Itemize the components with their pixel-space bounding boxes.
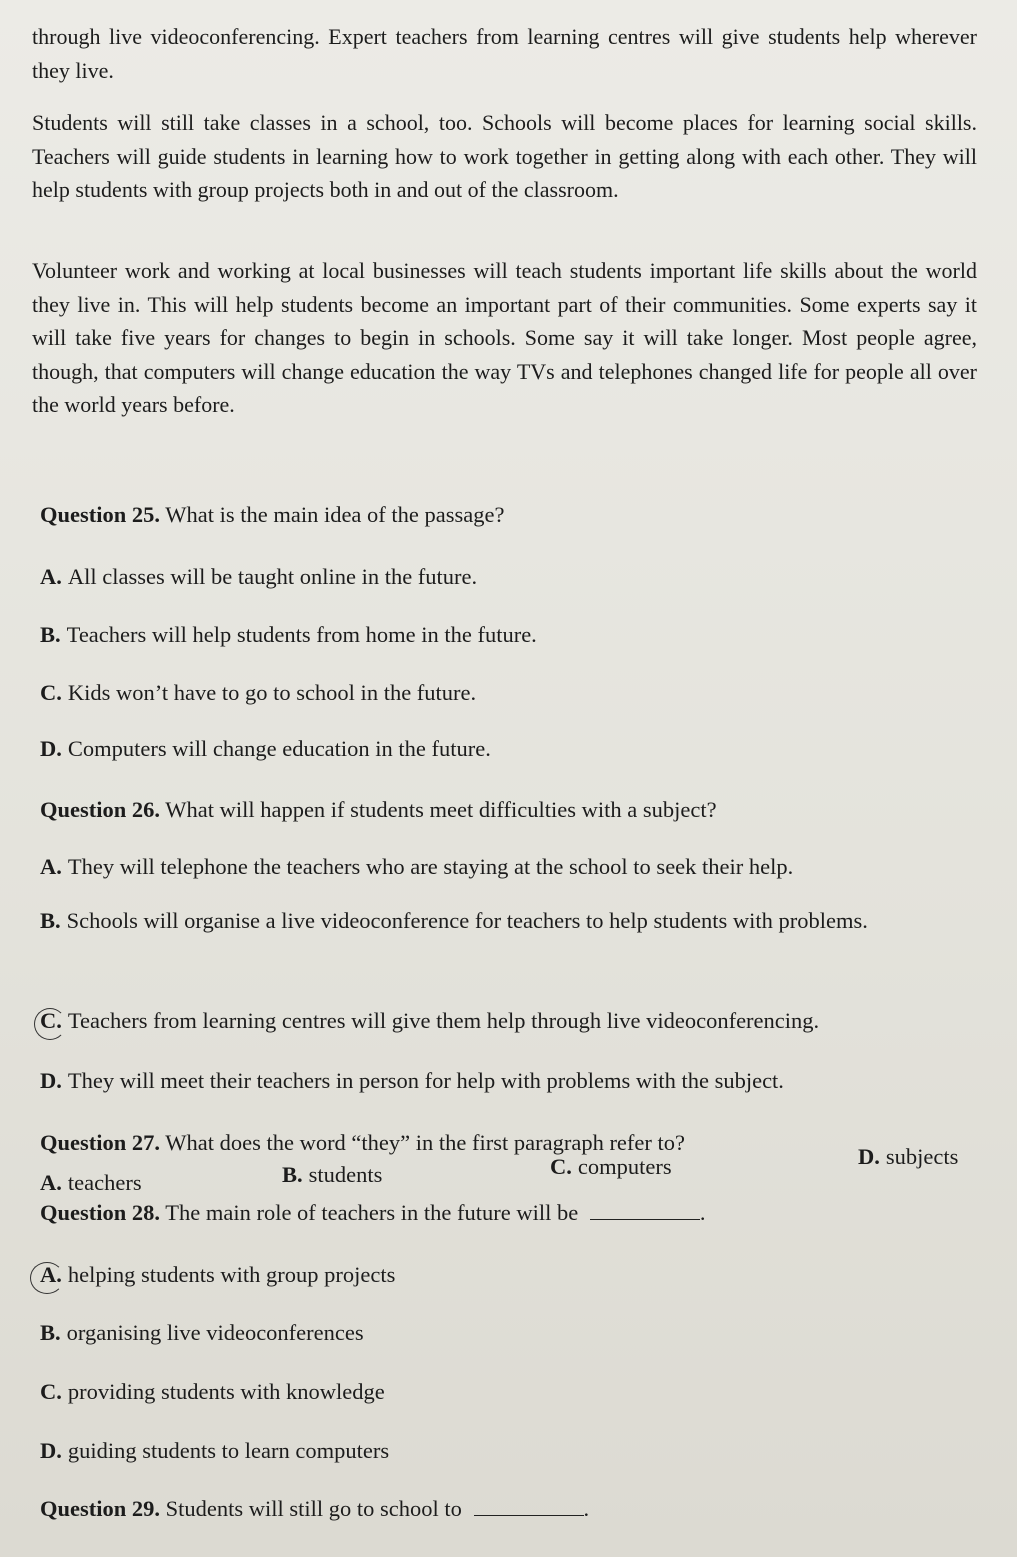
option-letter: C.	[40, 1008, 62, 1033]
option-text: teachers	[67, 1170, 142, 1195]
option-text: providing students with knowledge	[67, 1379, 385, 1404]
option-text: Computers will change education in the future.	[67, 736, 491, 761]
q27-option-c[interactable]	[550, 1152, 672, 1182]
q25-option-c[interactable]	[40, 678, 1000, 708]
option-text: Teachers from learning centres will give them help through live videoconferencing.	[67, 1008, 820, 1033]
option-letter: A.	[40, 854, 62, 879]
question-text: The main role of teachers in the future will be	[165, 1200, 579, 1225]
option-text: Schools will organise a live videoconference for teachers to help students with problems.	[66, 908, 868, 933]
question-end: .	[583, 1496, 590, 1521]
option-text: Kids won’t have to go to school in the future.	[67, 680, 477, 705]
option-letter: D.	[40, 1068, 62, 1093]
option-letter: B.	[40, 908, 61, 933]
question-text: What is the main idea of the passage?	[165, 502, 505, 527]
question-text: Students will still go to school to	[165, 1496, 462, 1521]
question-number: Question 26.	[40, 797, 161, 822]
option-letter: A.	[40, 1262, 62, 1287]
option-text: They will meet their teachers in person for help with problems with the subject.	[67, 1068, 784, 1093]
option-letter: D.	[40, 736, 62, 761]
question-26	[40, 795, 1000, 825]
question-text: What will happen if students meet difficulties with a subject?	[165, 797, 717, 822]
q27-option-b[interactable]	[282, 1160, 382, 1190]
question-25	[40, 500, 1000, 530]
question-number: Question 29.	[40, 1496, 161, 1521]
option-text: students	[308, 1162, 383, 1187]
question-27	[40, 1128, 1000, 1158]
answer-blank[interactable]	[590, 1199, 700, 1220]
option-letter: A.	[40, 1170, 62, 1195]
option-text: Teachers will help students from home in the future.	[66, 622, 537, 647]
q26-option-d[interactable]	[40, 1066, 1000, 1096]
option-letter: B.	[40, 622, 61, 647]
option-text: computers	[577, 1154, 672, 1179]
question-text: What does the word “they” in the first paragraph refer to?	[165, 1130, 686, 1155]
question-28	[40, 1198, 1000, 1228]
option-letter: D.	[40, 1438, 62, 1463]
option-letter: C.	[550, 1154, 572, 1179]
option-letter: B.	[282, 1162, 303, 1187]
option-text: subjects	[885, 1144, 959, 1169]
option-letter: C.	[40, 680, 62, 705]
q27-option-d[interactable]	[858, 1142, 958, 1172]
q25-option-d[interactable]	[40, 734, 1000, 764]
q28-option-a[interactable]	[40, 1260, 1000, 1290]
question-number: Question 27.	[40, 1130, 161, 1155]
q25-option-b[interactable]	[40, 620, 1000, 650]
q28-option-d[interactable]	[40, 1436, 1000, 1466]
q28-option-b[interactable]	[40, 1318, 1000, 1348]
option-letter: C.	[40, 1379, 62, 1404]
option-letter: D.	[858, 1144, 880, 1169]
option-text: helping students with group projects	[67, 1262, 396, 1287]
q28-option-c[interactable]	[40, 1377, 1000, 1407]
q25-option-a[interactable]	[40, 562, 1000, 592]
option-text: They will telephone the teachers who are staying at the school to seek their help.	[67, 854, 794, 879]
option-text: organising live videoconferences	[66, 1320, 364, 1345]
passage-paragraph-1: through live videoconferencing. Expert teachers from learning centres will give students help wherever they live.	[32, 24, 977, 83]
q26-option-c[interactable]	[40, 1006, 1000, 1036]
question-number: Question 25.	[40, 502, 161, 527]
answer-blank[interactable]	[474, 1495, 584, 1516]
passage-paragraph-3: Volunteer work and working at local businesses will teach students important life skills about the world they live in. This will help students become an important part of their communities. Some experts say it will take five years for changes to begin in schools. Some say it will take longer. Most people agree, though, that computers will change education the way TVs and telephones changed life for people all over the world years before.	[32, 258, 977, 417]
q26-option-a[interactable]	[40, 852, 1000, 882]
option-letter: B.	[40, 1320, 61, 1345]
passage-paragraph-2: Students will still take classes in a school, too. Schools will become places for learning social skills. Teachers will guide students in learning how to work together in getting along with each other. They will help students with group projects both in and out of the classroom.	[32, 110, 977, 202]
q27-option-a[interactable]	[40, 1168, 142, 1198]
question-number: Question 28.	[40, 1200, 161, 1225]
question-end: .	[699, 1200, 706, 1225]
question-29	[40, 1494, 1000, 1524]
option-text: All classes will be taught online in the future.	[67, 564, 478, 589]
option-letter: A.	[40, 564, 62, 589]
q26-option-b[interactable]	[40, 895, 1008, 947]
option-text: guiding students to learn computers	[67, 1438, 390, 1463]
